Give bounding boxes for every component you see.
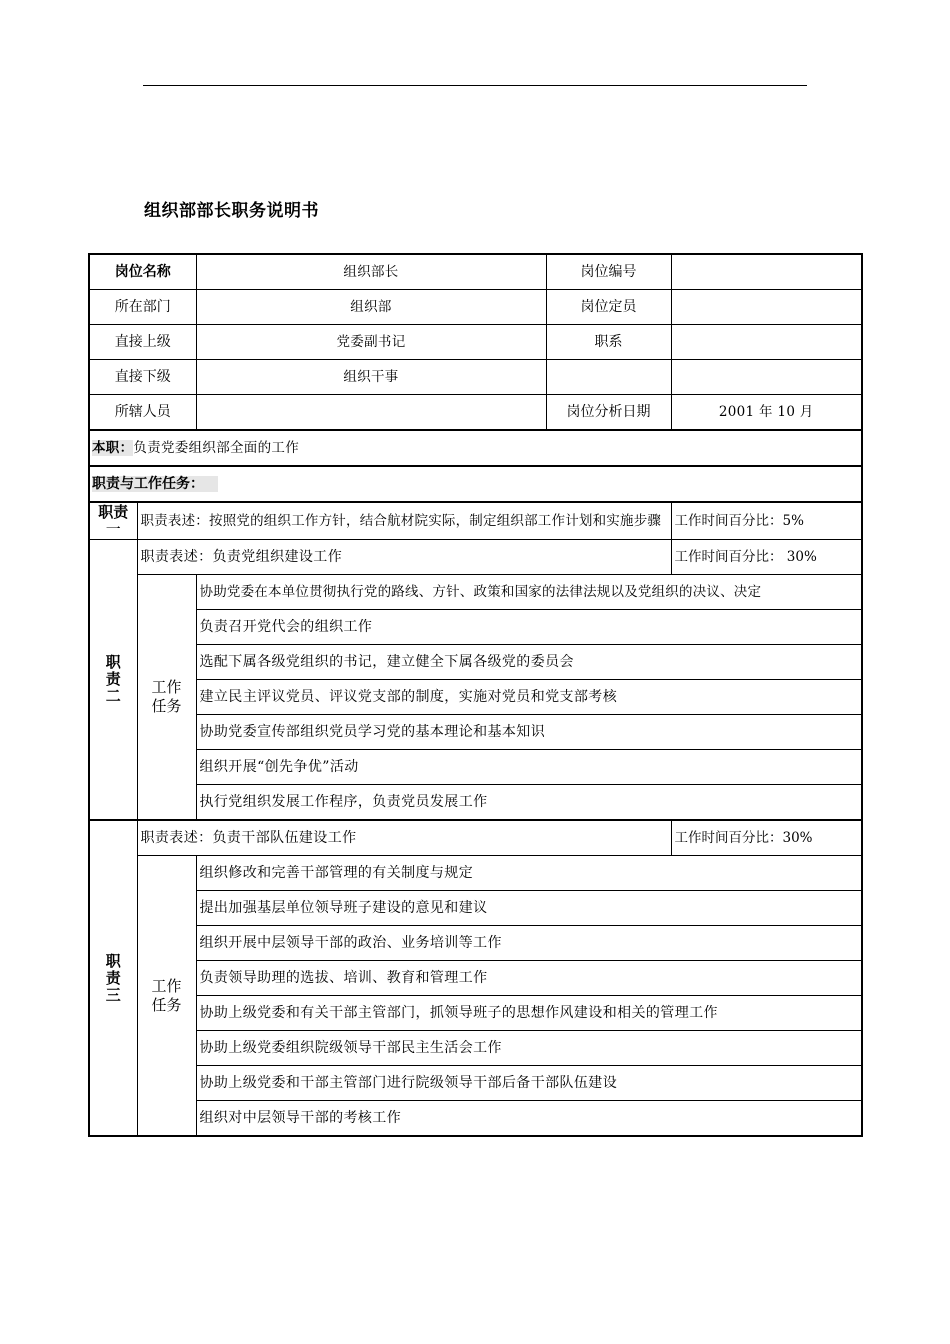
row-duty-2-task: [89, 645, 862, 680]
duty-1-description: 职责表述：按照党的组织工作方针，结合航材院实际，制定组织部工作计划和实施步骤: [137, 502, 671, 540]
duty-2-label: [89, 540, 137, 821]
label-staff: 所辖人员: [89, 395, 196, 431]
row-duty-3-task: [89, 996, 862, 1031]
duty-3-task: 负责领导助理的选拔、培训、教育和管理工作: [196, 961, 862, 996]
duties-heading-cell: [89, 466, 862, 502]
value-superior: 党委副书记: [196, 325, 546, 360]
row-duty-3-desc: [89, 820, 862, 856]
label-analysis-date: 岗位分析日期: [546, 395, 671, 431]
duty-2-task: 执行党组织发展工作程序，负责党员发展工作: [196, 785, 862, 821]
row-duty-3-task: [89, 891, 862, 926]
label-department: 所在部门: [89, 290, 196, 325]
row-summary: [89, 430, 862, 466]
value-analysis-date: 2001 年 10 月: [671, 395, 862, 431]
duty-3-description: 职责表述：负责干部队伍建设工作: [137, 820, 671, 856]
duty-2-percentage: 工作时间百分比： 30%: [671, 540, 862, 575]
duty-3-task-label: [137, 856, 196, 1137]
document-title: 组织部部长职务说明书: [144, 201, 319, 221]
duty-1-percentage: 工作时间百分比：5%: [671, 502, 862, 540]
header-rule: [143, 85, 807, 86]
duty-3-percentage: 工作时间百分比：30%: [671, 820, 862, 856]
row-duty-2-task: [89, 680, 862, 715]
summary-text: 负责党委组织部全面的工作: [133, 439, 300, 456]
row-duties-heading: [89, 466, 862, 502]
duty-2-description: 职责表述：负责党组织建设工作: [137, 540, 671, 575]
row-duty-3-task: [89, 1031, 862, 1066]
row-duty-2-task: [89, 750, 862, 785]
row-subordinate: [89, 360, 862, 395]
duty-3-task: 组织修改和完善干部管理的有关制度与规定: [196, 856, 862, 891]
empty-cell: [546, 360, 671, 395]
duty-2-label-char: 二: [105, 687, 121, 705]
row-position-name: [89, 254, 862, 290]
job-description-table: [88, 253, 863, 1137]
duty-2-task: 建立民主评议党员、评议党支部的制度，实施对党员和党支部考核: [196, 680, 862, 715]
value-position-name: 组织部长: [196, 254, 546, 290]
label-position-code: 岗位编号: [546, 254, 671, 290]
row-superior: [89, 325, 862, 360]
summary-label: 本职：: [92, 439, 134, 456]
row-duty-2-desc: [89, 540, 862, 575]
value-quota: [671, 290, 862, 325]
row-duty-2-task: [89, 610, 862, 645]
duty-2-task: 组织开展“创先争优”活动: [196, 750, 862, 785]
duty-2-task: 协助党委在本单位贯彻执行党的路线、方针、政策和国家的法律法规以及党组织的决议、决定: [196, 575, 862, 610]
label-subordinate: 直接下级: [89, 360, 196, 395]
row-duty-2-task: [89, 715, 862, 750]
row-duty-3-task: [89, 856, 862, 891]
row-staff: [89, 395, 862, 431]
task-label-b: 任务: [151, 697, 182, 715]
duty-2-task: 协助党委宣传部组织党员学习党的基本理论和基本知识: [196, 715, 862, 750]
label-position-name: 岗位名称: [89, 254, 196, 290]
row-duty-3-task: [89, 1066, 862, 1101]
duty-2-label-char: 职: [105, 653, 121, 671]
duty-2-task: 选配下属各级党组织的书记，建立健全下属各级党的委员会: [196, 645, 862, 680]
label-superior: 直接上级: [89, 325, 196, 360]
row-duty-3-task: [89, 961, 862, 996]
duties-heading: 职责与工作任务：: [92, 476, 218, 492]
task-label-a: 工作: [151, 678, 182, 696]
label-series: 职系: [546, 325, 671, 360]
duty-1-label-a: 职责: [98, 503, 129, 521]
empty-cell: [671, 360, 862, 395]
duty-3-label: [89, 820, 137, 1136]
row-duty-3-task: [89, 1101, 862, 1137]
row-duty-2-task: [89, 785, 862, 821]
duty-3-task: 协助上级党委和有关干部主管部门，抓领导班子的思想作风建设和相关的管理工作: [196, 996, 862, 1031]
duty-3-label-char: 责: [105, 968, 121, 987]
duty-3-label-char: 职: [105, 951, 121, 970]
duty-3-task: 协助上级党委和干部主管部门进行院级领导干部后备干部队伍建设: [196, 1066, 862, 1101]
summary-cell: [89, 430, 862, 466]
row-duty-1: [89, 502, 862, 540]
task-label-b: 任务: [151, 995, 182, 1014]
row-department: [89, 290, 862, 325]
row-duty-3-task: [89, 926, 862, 961]
duty-3-label-char: 三: [105, 985, 121, 1004]
label-quota: 岗位定员: [546, 290, 671, 325]
duty-3-task: 协助上级党委组织院级领导干部民主生活会工作: [196, 1031, 862, 1066]
duty-3-task: 组织对中层领导干部的考核工作: [196, 1101, 862, 1137]
duty-3-task: 组织开展中层领导干部的政治、业务培训等工作: [196, 926, 862, 961]
value-department: 组织部: [196, 290, 546, 325]
duty-1-label-b: 一: [105, 520, 121, 538]
duty-2-label-char: 责: [105, 670, 121, 688]
value-series: [671, 325, 862, 360]
value-subordinate: 组织干事: [196, 360, 546, 395]
value-staff: [196, 395, 546, 431]
value-position-code: [671, 254, 862, 290]
duty-1-label: [89, 502, 137, 540]
row-duty-2-task: [89, 575, 862, 610]
duty-3-task: 提出加强基层单位领导班子建设的意见和建议: [196, 891, 862, 926]
task-label-a: 工作: [151, 976, 182, 995]
duty-2-task-label: [137, 575, 196, 821]
duty-2-task: 负责召开党代会的组织工作: [196, 610, 862, 645]
